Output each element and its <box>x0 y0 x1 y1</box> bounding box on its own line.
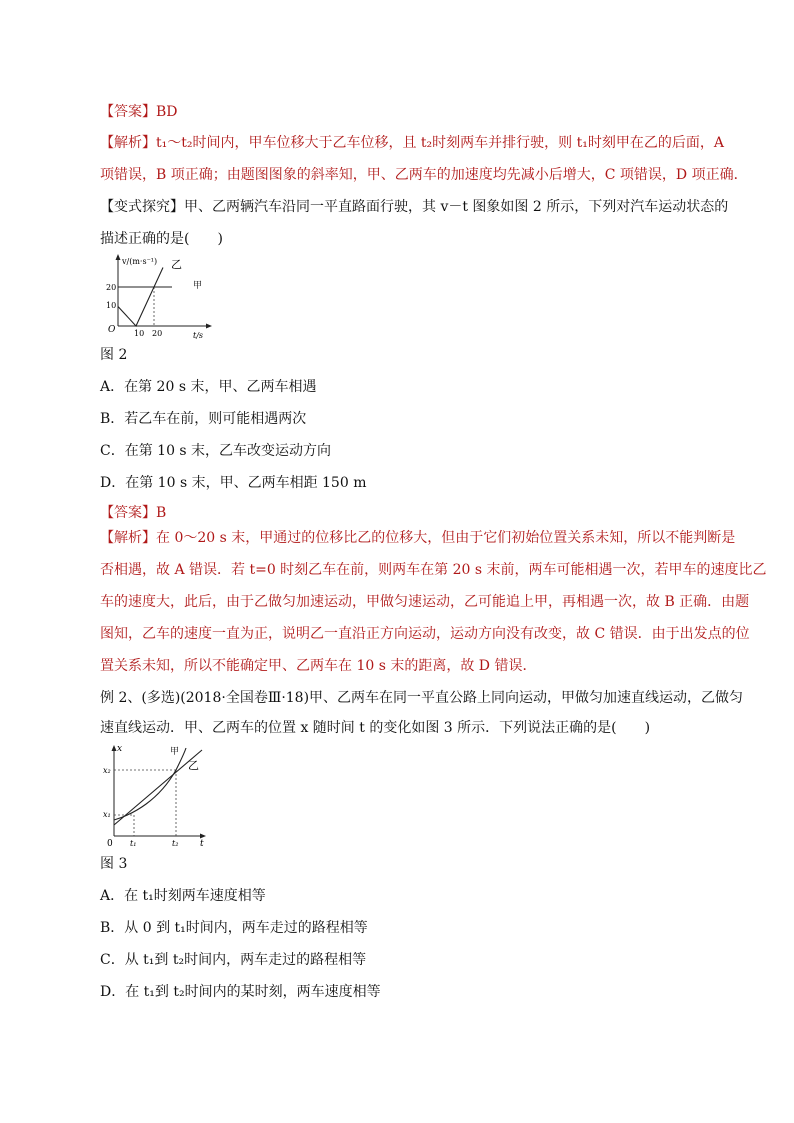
fig2-ytick-10: 10 <box>106 301 117 310</box>
fig2-origin: O <box>108 325 116 335</box>
fig2-label-yi: 乙 <box>171 258 182 271</box>
answer-value: B <box>156 505 167 521</box>
fig3-series-jia <box>114 748 186 820</box>
fig2-y-arrow <box>116 254 121 260</box>
analysis-1-line-1 <box>100 133 740 153</box>
option-1-c: C．在第 10 s 末，乙车改变运动方向 <box>100 443 332 459</box>
option-2-d: D．在 t₁到 t₂时间内的某时刻，两车速度相等 <box>100 984 381 1000</box>
variant-text: 甲、乙两辆汽车沿同一平直路面行驶，其 v－t 图象如图 2 所示，下列对汽车运动状态的 <box>184 199 729 215</box>
fig3-xtick-t2: t₂ <box>172 839 179 848</box>
fig2-label-jia: 甲 <box>193 281 203 291</box>
analysis-2-line-1 <box>100 528 740 548</box>
variant-line-1 <box>100 197 740 217</box>
fig3-xtick-t1: t₁ <box>130 839 137 848</box>
answer-1 <box>100 102 740 122</box>
fig3-label-jia: 甲 <box>170 747 180 757</box>
fig3-ylabel: x <box>117 744 123 754</box>
figure-2-caption: 图 2 <box>100 347 128 363</box>
answer-label: 【答案】 <box>100 505 156 521</box>
analysis-text: 在 0～20 s 末，甲通过的位移比乙的位移大，但由于它们初始位置关系未知，所以不能判断是 <box>156 530 736 546</box>
fig3-ytick-x2: x₂ <box>103 766 111 775</box>
figure-3-caption: 图 3 <box>100 856 128 872</box>
example-2-line-2: 速直线运动．甲、乙两车的位置 x 随时间 t 的变化如图 3 所示．下列说法正确的是( ) <box>100 720 651 736</box>
variant-label: 【变式探究】 <box>100 199 184 215</box>
option-1-b: B．若乙车在前，则可能相遇两次 <box>100 411 307 427</box>
fig2-xtick-20: 20 <box>152 329 163 338</box>
analysis-2-line-4: 图知，乙车的速度一直为正，说明乙一直沿正方向运动，运动方向没有改变，故 C 错误．由于出发点的位 <box>100 626 750 642</box>
example-2-line-1: 例 2、(多选)(2018·全国卷Ⅲ·18)甲、乙两车在同一平直公路上同向运动，甲做匀加速直线运动，乙做匀 <box>100 690 744 706</box>
fig2-x-arrow <box>206 324 212 329</box>
fig2-xlabel: t/s <box>193 331 204 340</box>
analysis-label: 【解析】 <box>100 135 156 151</box>
analysis-2-line-2: 否相遇，故 A 错误．若 t=0 时刻乙车在前，则两车在第 20 s 末前，两车可能相遇一次，若甲车的速度比乙 <box>100 562 767 578</box>
answer-value: BD <box>156 104 178 120</box>
analysis-text: t₁～t₂时间内，甲车位移大于乙车位移，且 t₂时刻两车并排行驶，则 t₁时刻甲在乙的后面，A <box>156 135 724 151</box>
analysis-2-line-5: 置关系未知，所以不能确定甲、乙两车在 10 s 末的距离，故 D 错误． <box>100 658 537 674</box>
option-1-a: A．在第 20 s 末，甲、乙两车相遇 <box>100 379 317 395</box>
fig3-origin: 0 <box>107 839 113 849</box>
analysis-1-line-2: 项错误，B 项正确；由题图图象的斜率知，甲、乙两车的加速度均先减小后增大，C 项错误，D 项正确． <box>100 167 748 183</box>
fig2-ylabel: v/(m·s⁻¹) <box>122 257 158 266</box>
fig2-series-yi <box>118 268 163 327</box>
option-1-d: D．在第 10 s 末，甲、乙两车相距 150 m <box>100 475 367 491</box>
option-2-c: C．从 t₁到 t₂时间内，两车走过的路程相等 <box>100 952 367 968</box>
fig3-y-arrow <box>112 745 117 751</box>
fig2-ytick-20: 20 <box>106 283 117 292</box>
fig3-xlabel: t <box>200 839 204 849</box>
answer-label: 【答案】 <box>100 104 156 120</box>
variant-line-2: 描述正确的是( ) <box>100 231 223 247</box>
option-2-a: A．在 t₁时刻两车速度相等 <box>100 888 266 904</box>
analysis-label: 【解析】 <box>100 530 156 546</box>
figure-3 <box>104 742 210 848</box>
fig3-label-yi: 乙 <box>188 759 199 772</box>
fig2-xtick-10: 10 <box>134 329 145 338</box>
fig3-ytick-x1: x₁ <box>103 810 111 819</box>
figure-2 <box>108 252 218 338</box>
fig3-x-arrow <box>200 834 206 839</box>
answer-2 <box>100 503 740 523</box>
analysis-2-line-3: 车的速度大，此后，由于乙做匀加速运动，甲做匀速运动，乙可能追上甲，再相遇一次，故 B 正确．由题 <box>100 594 750 610</box>
option-2-b: B．从 0 到 t₁时间内，两车走过的路程相等 <box>100 920 368 936</box>
